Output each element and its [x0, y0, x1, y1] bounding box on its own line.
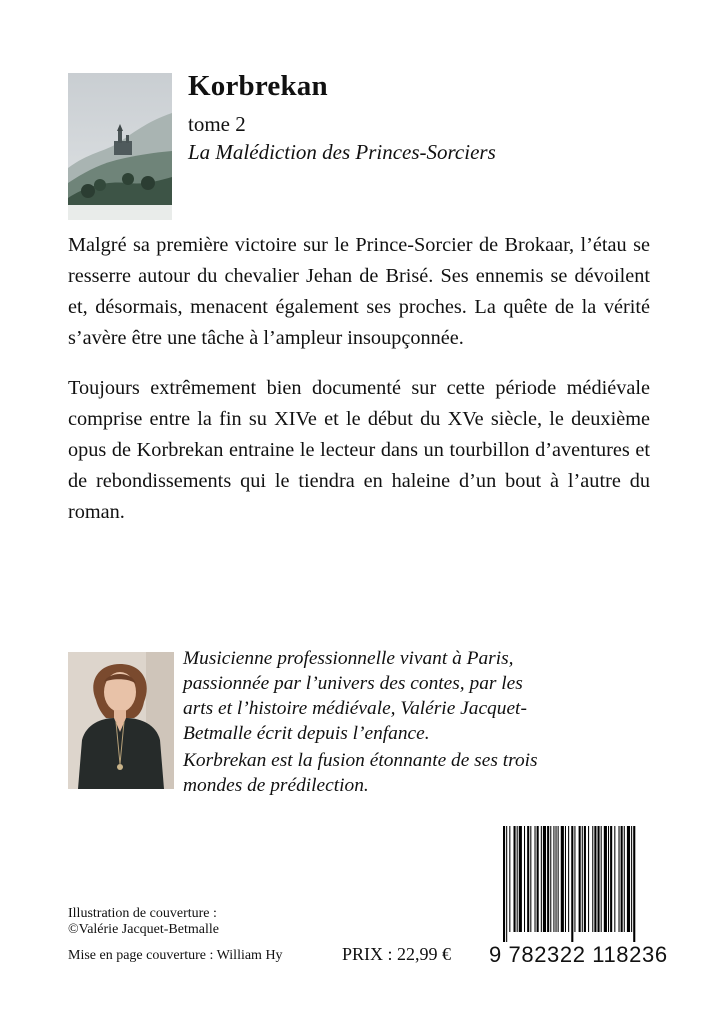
barcode-bar [556, 826, 557, 932]
author-bio: Korbrekan est la fusion étonnante de ses trois mondes de prédilection. [183, 750, 538, 796]
barcode-bar [598, 826, 600, 932]
barcode-bar [582, 826, 583, 932]
barcode-bar [624, 826, 625, 932]
summary-paragraph: Malgré sa première victoire sur le Prince-Sorcier de Brokaar, l’étau se resserre autour du chevalier Jehan de Brisé. Ses ennemis se dévoilent et, désormais, menacent également ses proches. La quête de la vérité s’avère être une tâche à l’ampleur insoupçonnée. [68, 234, 650, 349]
barcode-bar [527, 826, 529, 932]
cover-thumbnail [68, 73, 172, 220]
book-tome: tome 2 [188, 112, 246, 136]
barcode-bar [519, 826, 522, 932]
barcode-bar [584, 826, 586, 932]
barcode-bar [592, 826, 593, 932]
barcode-bar [608, 826, 609, 932]
illustration-author: ©Valérie Jacquet-Betmalle [68, 922, 219, 937]
isbn-number: 9 782322 118236 [489, 942, 668, 967]
barcode-bar [509, 826, 510, 932]
book-title: Korbrekan [188, 70, 328, 102]
barcode-bar [627, 826, 630, 932]
barcode-bar [547, 826, 549, 932]
barcode-bar [530, 826, 531, 932]
barcode-bar [594, 826, 596, 932]
barcode-bar [614, 826, 615, 932]
book-subtitle: La Malédiction des Princes-Sorciers [188, 140, 496, 164]
barcode-bar [568, 826, 569, 932]
barcode-bar [604, 826, 607, 932]
barcode-bar [503, 826, 505, 942]
barcode-bar [571, 826, 573, 942]
barcode-bar [506, 826, 507, 942]
barcode-bar [588, 826, 589, 932]
barcode-bar [610, 826, 612, 932]
barcode-bar [561, 826, 564, 932]
barcode-bar [524, 826, 525, 932]
barcode-bar [514, 826, 516, 932]
barcode-bar [619, 826, 620, 932]
barcode-bar [579, 826, 581, 932]
barcode-bar [553, 826, 554, 932]
barcode-bar [550, 826, 551, 932]
barcode-bar [543, 826, 546, 932]
barcode-bar [535, 826, 536, 932]
summary-paragraph: Toujours extrêmement bien documenté sur cette période médiévale comprise entre la fin su XIVe et le début du XVe siècle, le deuxième opus de Korbrekan entraine le lecteur dans un tourbillon d’aventures et de rebondissements qui le tiendra en haleine d’un bout à l’autre du roman. [68, 377, 650, 523]
barcode-bar [621, 826, 623, 932]
barcode-bar [541, 826, 542, 932]
barcode-bar [574, 826, 575, 932]
price: PRIX : 22,99 € [342, 944, 452, 964]
illustration-label: Illustration de couverture : [68, 906, 217, 921]
barcode-bar [537, 826, 539, 932]
barcode-bar [631, 826, 632, 932]
layout-credit: Mise en page couverture : William Hy [68, 948, 283, 963]
barcode-bar [565, 826, 566, 932]
illustration-credits [68, 906, 219, 938]
barcode-bar [517, 826, 518, 932]
barcode-bar [633, 826, 635, 942]
author-photo [68, 652, 174, 789]
barcode-bar [601, 826, 602, 932]
author-bio: Musicienne professionnelle vivant à Paris, passionnée par l’univers des contes, par les arts et l’histoire médiévale, Valérie Jacquet-Betmalle écrit depuis l’enfance. [183, 648, 527, 744]
barcode [503, 826, 675, 942]
barcode-bar [558, 826, 559, 932]
